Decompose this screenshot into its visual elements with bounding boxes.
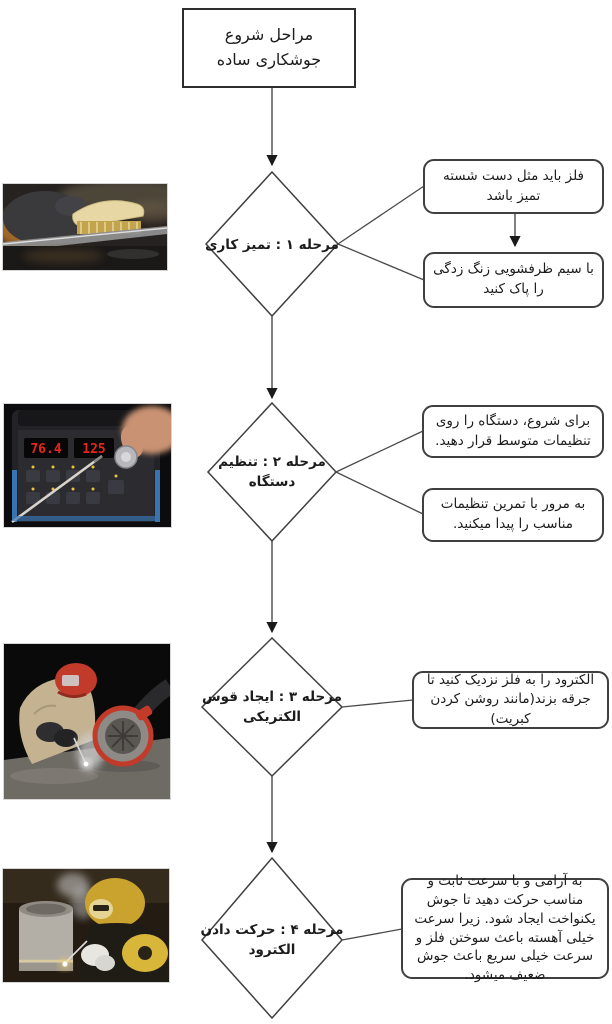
step4-diamond-label [197, 915, 347, 965]
flowchart-title-text: مراحل شروع جوشکاری ساده [216, 25, 322, 69]
machine-settings-photo-art [4, 404, 171, 527]
step4-label-line2: الکترود [248, 942, 296, 958]
electrode-movement-photo-art [3, 869, 169, 982]
line-step4-to-note4 [342, 929, 402, 940]
machine-display-left: 76.4 [30, 442, 62, 457]
line-step2-to-note2b [336, 472, 423, 514]
note-step4-steady-speed: به آرامی و با سرعت ثابت و مناسب حرکت دهید تا جوش یکنواخت ایجاد شود. زیرا سرعت خیلی آهسته باعث سوختن فلز و سرعت خیلی سریع باعث جوش ضعیف میشود. [401, 878, 609, 979]
wire-brush-photo-art [3, 184, 167, 270]
step1-diamond-label [197, 228, 347, 262]
line-step1-to-note1a [338, 186, 424, 244]
line-step1-to-note1b [338, 244, 424, 280]
line-step3-to-note3 [342, 700, 413, 707]
step2-label-line2: دستگاه [248, 474, 296, 490]
note-step3-strike-arc: الکترود را به فلز نزدیک کنید تا جرقه بزند(مانند روشن کردن کبریت) [412, 671, 609, 729]
step1-photo-wire-brush-cleaning [2, 183, 168, 271]
line-step2-to-note2a [336, 431, 423, 472]
note-step1-remove-rust: با سیم ظرفشویی زنگ زدگی را پاک کنید [423, 252, 604, 308]
machine-display-right: 125 [82, 442, 106, 457]
step4-photo-electrode-movement [2, 868, 170, 983]
step4-label-line1: مرحله ۴ : حرکت دادن [200, 921, 344, 938]
note-step2-practice-settings: به مرور با تمرین تنظیمات مناسب را پیدا میکنید. [422, 488, 604, 542]
step3-label-line1: مرحله ۳ : ایجاد قوس [202, 688, 342, 705]
flowchart-title [182, 8, 356, 88]
note-step1-clean-like-hand: فلز باید مثل دست شسته تمیز باشد [423, 159, 604, 214]
step3-label-line2: الکتریکی [242, 709, 302, 725]
step1-label-line1: مرحله ۱ : تمیز کاری [205, 236, 339, 253]
note-step2-medium-settings: برای شروع، دستگاه را روی تنظیمات متوسط قرار دهید. [422, 405, 604, 458]
step2-photo-machine-settings [3, 403, 172, 528]
arc-welding-photo-art [4, 644, 170, 799]
step2-diamond-label [212, 447, 332, 497]
step3-diamond-label [197, 682, 347, 732]
step3-photo-arc-welding [3, 643, 171, 800]
step2-label-line1: مرحله ۲ : تنظیم [218, 453, 326, 470]
